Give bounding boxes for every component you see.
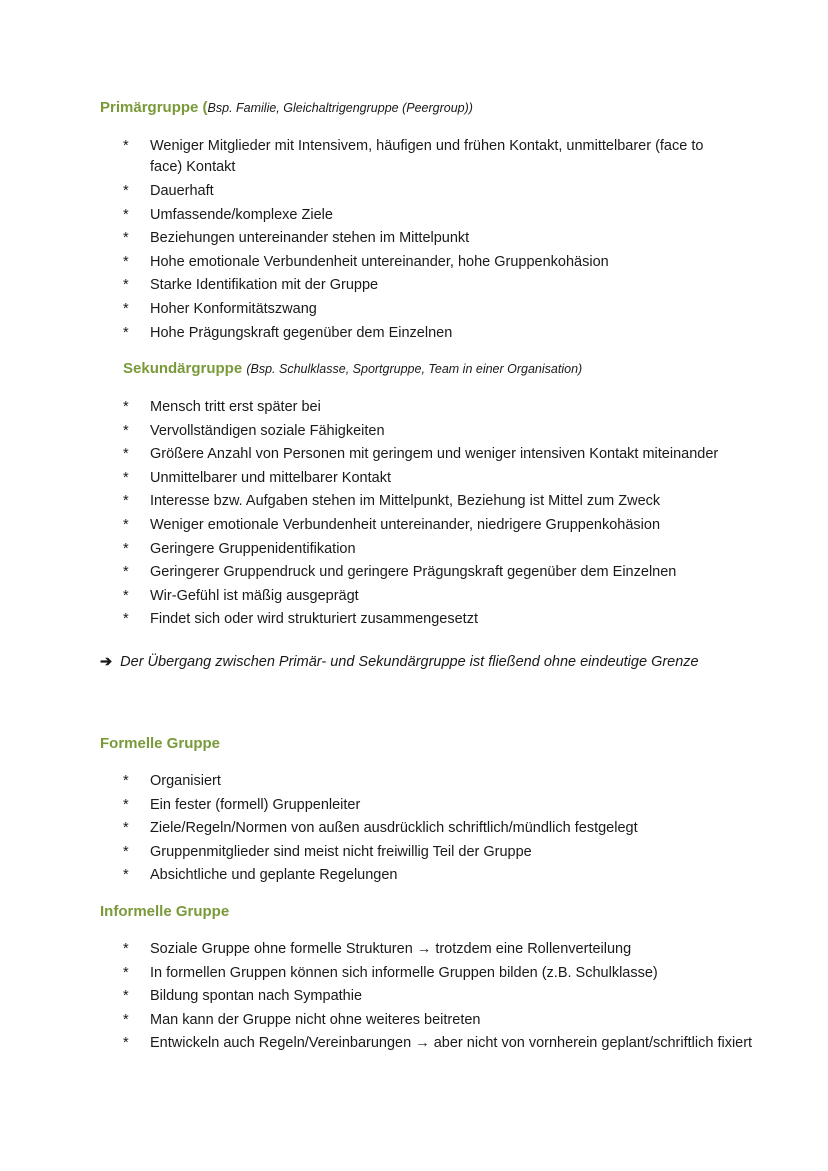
- list-item: * Starke Identifikation mit der Gruppe: [123, 277, 379, 294]
- list-item: * Wir-Gefühl ist mäßig ausgeprägt: [123, 587, 359, 604]
- list-item: * Größere Anzahl von Personen mit geringem und weniger intensiven Kontakt miteinander: [123, 446, 719, 463]
- list-item: * Dauerhaft: [123, 183, 214, 199]
- arrow-right-icon: ➔: [100, 654, 113, 670]
- list-item: * Mensch tritt erst später bei: [123, 399, 321, 415]
- list-item: * Hoher Konformitätszwang: [123, 300, 317, 317]
- secondary-group-heading: [123, 360, 582, 377]
- secondary-group-example: (Bsp. Schulklasse, Sportgruppe, Team in einer Organisation): [246, 362, 583, 376]
- primary-group-paren: (: [198, 99, 208, 116]
- informal-group-heading: [100, 903, 229, 920]
- list-item: * In formellen Gruppen können sich informelle Gruppen bilden (z.B. Schulklasse): [123, 964, 658, 981]
- formal-group-heading: [100, 735, 220, 752]
- primary-group-title: Primärgruppe: [100, 99, 199, 116]
- formal-group-list: [123, 770, 638, 888]
- list-item: * Weniger Mitglieder mit Intensivem, häufigen und frühen Kontakt, unmittelbarer (face to face) Kontakt: [123, 138, 704, 175]
- list-item: * Bildung spontan nach Sympathie: [123, 988, 363, 1005]
- list-item: * Vervollständigen soziale Fähigkeiten: [123, 422, 385, 439]
- list-item: * Umfassende/komplexe Ziele: [123, 206, 333, 223]
- transition-note-text: Der Übergang zwischen Primär- und Sekundärgruppe ist fließend ohne eindeutige Grenze: [120, 654, 699, 670]
- list-item: * Beziehungen untereinander stehen im Mittelpunkt: [123, 230, 470, 247]
- primary-group-heading: [100, 99, 473, 116]
- list-item: * Gruppenmitglieder sind meist nicht freiwillig Teil der Gruppe: [123, 843, 532, 860]
- list-item: * Findet sich oder wird strukturiert zusammengesetzt: [123, 611, 478, 628]
- list-item: * Interesse bzw. Aufgaben stehen im Mittelpunkt, Beziehung ist Mittel zum Zweck: [123, 493, 661, 510]
- informal-group-list: [123, 938, 752, 1056]
- secondary-group-title: Sekundärgruppe: [123, 360, 243, 377]
- list-item: * Unmittelbarer und mittelbarer Kontakt: [123, 469, 391, 486]
- list-item: * Ziele/Regeln/Normen von außen ausdrücklich schriftlich/mündlich festgelegt: [123, 820, 638, 837]
- primary-group-list: [123, 136, 723, 345]
- list-item: * Geringere Gruppenidentifikation: [123, 540, 356, 557]
- list-item: * Hohe emotionale Verbundenheit untereinander, hohe Gruppenkohäsion: [123, 253, 609, 270]
- transition-note: [100, 654, 699, 670]
- list-item: * Geringerer Gruppendruck und geringere Prägungskraft gegenüber dem Einzelnen: [123, 564, 677, 581]
- list-item: * Hohe Prägungskraft gegenüber dem Einzelnen: [123, 324, 453, 341]
- list-item: * Absichtliche und geplante Regelungen: [123, 867, 398, 884]
- primary-group-example: Bsp. Familie, Gleichaltrigengruppe (Peergroup)): [207, 101, 473, 115]
- list-item: * Organisiert: [123, 773, 221, 789]
- informal-group-title: Informelle Gruppe: [100, 903, 230, 920]
- list-item: * Weniger emotionale Verbundenheit untereinander, niedrigere Gruppenkohäsion: [123, 516, 661, 533]
- list-item: * Ein fester (formell) Gruppenleiter: [123, 796, 361, 813]
- formal-group-title: Formelle Gruppe: [100, 735, 221, 752]
- list-item: * Entwickeln auch Regeln/Vereinbarungen → aber nicht von vornherein geplant/schriftlich fixiert: [123, 1035, 753, 1052]
- list-item: * Soziale Gruppe ohne formelle Strukturen → trotzdem eine Rollenverteilung: [123, 941, 632, 957]
- secondary-group-list: [123, 396, 718, 632]
- list-item: * Man kann der Gruppe nicht ohne weiteres beitreten: [123, 1011, 481, 1028]
